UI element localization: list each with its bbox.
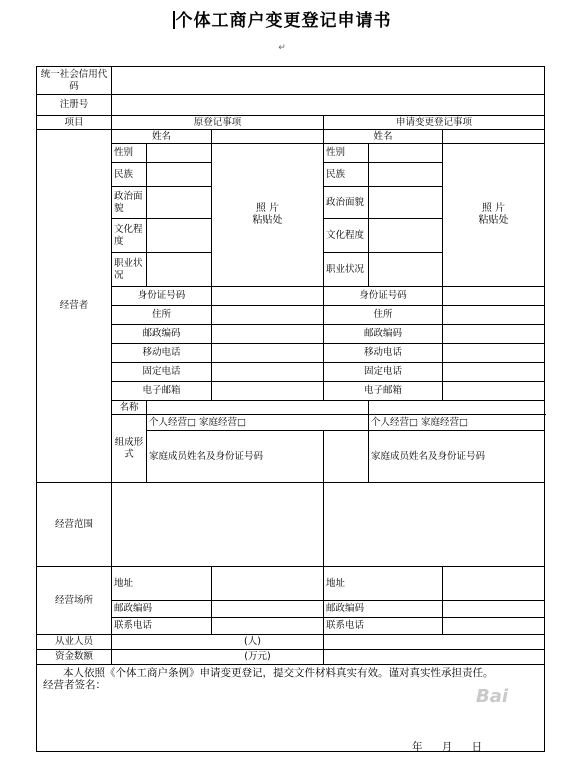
watermark-text: Bai (476, 686, 509, 707)
orig-political-field[interactable] (147, 187, 212, 219)
new-landline-field[interactable] (443, 363, 545, 382)
orig-id-field[interactable] (212, 287, 324, 306)
text-cursor (173, 11, 175, 29)
new-ethnic-label: 民族 (324, 163, 369, 187)
new-education-label: 文化程度 (324, 219, 369, 253)
orig-place-postal-label: 邮政编码 (112, 601, 212, 618)
orig-gender-field[interactable] (147, 144, 212, 163)
date-line: 年 月 日 (412, 741, 483, 753)
reg-no-label: 注册号 (37, 95, 112, 116)
orig-place-phone-field[interactable] (212, 618, 324, 635)
employees-label: 从业人员 (37, 635, 112, 650)
orig-education-field[interactable] (147, 219, 212, 253)
new-place-postal-label: 邮政编码 (324, 601, 443, 618)
orig-header: 原登记事项 (112, 116, 324, 130)
new-address-label: 住所 (324, 306, 443, 325)
new-photo-area (443, 144, 545, 287)
new-landline-label: 固定电话 (324, 363, 443, 382)
orig-place-phone-label: 联系电话 (112, 618, 212, 635)
orig-education-label: 文化程度 (112, 219, 147, 253)
org-form-label: 组成形式 (112, 415, 147, 483)
new-org-options[interactable]: 个人经营□ 家庭经营□ (369, 415, 545, 431)
orig-postal-field[interactable] (212, 325, 324, 344)
new-ethnic-field[interactable] (369, 163, 443, 187)
employees-unit: (人) (244, 636, 261, 647)
new-employees-field[interactable] (324, 635, 545, 650)
new-id-label: 身份证号码 (324, 287, 443, 306)
paragraph-mark: ↵ (278, 43, 286, 53)
scope-label: 经营范围 (37, 483, 112, 567)
new-mobile-field[interactable] (443, 344, 545, 363)
orig-name-label: 姓名 (112, 130, 212, 144)
orig-name-field[interactable] (212, 130, 324, 144)
title-text: 个体工商户变更登记申请书 (175, 11, 392, 31)
new-scope-field[interactable] (324, 483, 545, 567)
credit-code-label: 统一社会信用代码 (37, 67, 112, 95)
orig-photo-sub: 粘贴处 (252, 215, 283, 226)
new-id-field[interactable] (443, 287, 545, 306)
new-place-addr-label: 地址 (324, 567, 443, 601)
orig-address-field[interactable] (212, 306, 324, 325)
orig-postal-label: 邮政编码 (112, 325, 212, 344)
orig-scope-field[interactable] (112, 483, 324, 567)
orig-mobile-label: 移动电话 (112, 344, 212, 363)
orig-company-name-field[interactable] (147, 401, 369, 415)
new-name-field[interactable] (443, 130, 545, 144)
orig-political-label: 政治面貌 (112, 187, 147, 219)
new-place-addr-field[interactable] (443, 567, 545, 601)
orig-org-options[interactable]: 个人经营□ 家庭经营□ (147, 415, 369, 431)
orig-ethnic-label: 民族 (112, 163, 147, 187)
new-header: 申请变更登记事项 (324, 116, 545, 130)
page-title (0, 6, 564, 31)
declaration-text: 本人依照《个体工商户条例》申请变更登记，提交文件材料真实有效。谨对真实性承担责任。 (63, 667, 494, 679)
orig-mobile-field[interactable] (212, 344, 324, 363)
orig-place-addr-field[interactable] (212, 567, 324, 601)
orig-employees-field[interactable] (112, 635, 324, 650)
new-email-field[interactable] (443, 382, 545, 401)
new-family-label: 家庭成员姓名及身份证号码 (369, 431, 545, 483)
new-place-phone-field[interactable] (443, 618, 545, 635)
place-label: 经营场所 (37, 567, 112, 635)
capital-unit: (万元) (244, 651, 271, 662)
new-gender-label: 性别 (324, 144, 369, 163)
new-occupation-field[interactable] (369, 253, 443, 287)
operator-label: 经营者 (37, 130, 112, 483)
orig-landline-field[interactable] (212, 363, 324, 382)
orig-capital-field[interactable] (112, 650, 324, 665)
new-political-label: 政治面貌 (324, 187, 369, 219)
reg-no-field[interactable] (112, 95, 545, 116)
new-photo-sub: 粘贴处 (478, 215, 509, 226)
new-gender-field[interactable] (369, 144, 443, 163)
signature-label: 经营者签名： (43, 679, 106, 691)
new-photo-label: 照 片 (481, 203, 506, 214)
orig-address-label: 住所 (112, 306, 212, 325)
new-name-label: 姓名 (324, 130, 443, 144)
new-postal-field[interactable] (443, 325, 545, 344)
new-place-postal-field[interactable] (443, 601, 545, 618)
application-form-table (36, 66, 545, 752)
orig-ethnic-field[interactable] (147, 163, 212, 187)
orig-occupation-field[interactable] (147, 253, 212, 287)
new-email-label: 电子邮箱 (324, 382, 443, 401)
orig-photo-label: 照 片 (255, 203, 280, 214)
new-place-phone-label: 联系电话 (324, 618, 443, 635)
orig-family-label: 家庭成员姓名及身份证号码 (147, 431, 324, 483)
orig-occupation-label: 职业状况 (112, 253, 147, 287)
new-capital-field[interactable] (324, 650, 545, 665)
orig-landline-label: 固定电话 (112, 363, 212, 382)
new-education-field[interactable] (369, 219, 443, 253)
orig-family-field[interactable] (324, 431, 369, 483)
orig-photo-area (212, 144, 324, 287)
new-political-field[interactable] (369, 187, 443, 219)
orig-id-label: 身份证号码 (112, 287, 212, 306)
company-name-label: 名称 (112, 401, 147, 415)
orig-place-addr-label: 地址 (112, 567, 212, 601)
new-company-name-field[interactable] (369, 401, 545, 415)
orig-place-postal-field[interactable] (212, 601, 324, 618)
credit-code-field[interactable] (112, 67, 545, 95)
item-label: 项目 (37, 116, 112, 130)
new-postal-label: 邮政编码 (324, 325, 443, 344)
capital-label: 资金数额 (37, 650, 112, 665)
orig-email-label: 电子邮箱 (112, 382, 212, 401)
new-mobile-label: 移动电话 (324, 344, 443, 363)
orig-gender-label: 性别 (112, 144, 147, 163)
new-address-field[interactable] (443, 306, 545, 325)
orig-email-field[interactable] (212, 382, 324, 401)
new-occupation-label: 职业状况 (324, 253, 369, 287)
